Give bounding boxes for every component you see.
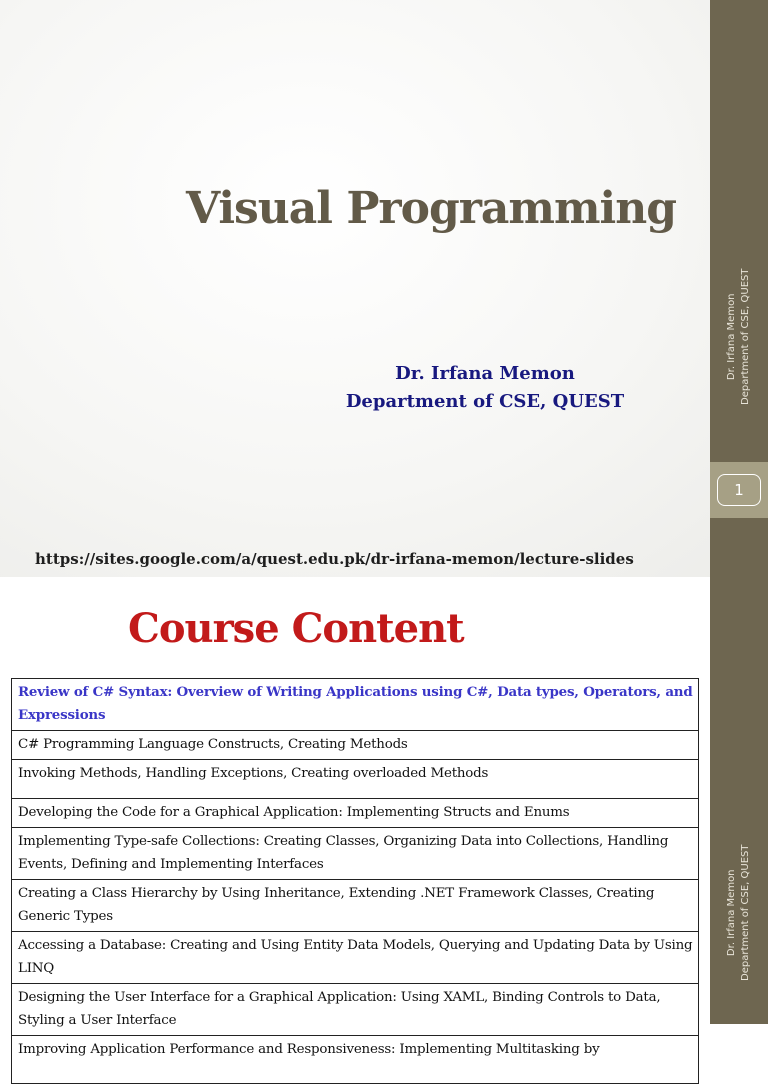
author-name: Dr. Irfana Memon [395,363,575,384]
slide-title: Visual Programming [185,183,676,234]
sidebar-author: Dr. Irfana Memon [726,293,737,381]
author-block [340,360,630,416]
table-cell: Review of C# Syntax: Overview of Writing Applications using C#, Data types, Operators, and Expressions [12,679,699,731]
author-department: Department of CSE, QUEST [345,391,625,412]
table-row [12,984,699,1036]
course-content-table [11,678,699,1084]
table-cell: Creating a Class Hierarchy by Using Inheritance, Extending .NET Framework Classes, Creating Generic Types [12,880,699,932]
course-content-slide [0,577,768,1057]
table-row [12,880,699,932]
slide-heading: Course Content [128,605,464,652]
table-cell: Accessing a Database: Creating and Using Entity Data Models, Querying and Updating Data by Using LINQ [12,932,699,984]
table-cell: Implementing Type-safe Collections: Creating Classes, Organizing Data into Collections, Handling Events, Defining and Implementing Interfaces [12,828,699,880]
lecture-slides-link[interactable]: https://sites.google.com/a/quest.edu.pk/dr-irfana-memon/lecture-slides [35,550,634,568]
table-cell: Developing the Code for a Graphical Application: Implementing Structs and Enums [12,799,699,828]
table-cell: Designing the User Interface for a Graphical Application: Using XAML, Binding Controls to Data, Styling a User Interface [12,984,699,1036]
page-number: 1 [717,474,761,506]
table-cell: C# Programming Language Constructs, Creating Methods [12,731,699,760]
table-row [12,828,699,880]
table-cell: Invoking Methods, Handling Exceptions, Creating overloaded Methods [12,760,699,799]
table-row [12,932,699,984]
table-row [12,760,699,799]
table-row [12,731,699,760]
sidebar-author: Dr. Irfana Memon [726,869,737,957]
table-row [12,799,699,828]
table-row [12,1036,699,1084]
sidebar-caption [710,577,768,1024]
sidebar-department: Department of CSE, QUEST [740,268,751,405]
sidebar-department: Department of CSE, QUEST [740,844,751,981]
table-row [12,679,699,731]
table-cell: Improving Application Performance and Responsiveness: Implementing Multitasking by [12,1036,699,1084]
